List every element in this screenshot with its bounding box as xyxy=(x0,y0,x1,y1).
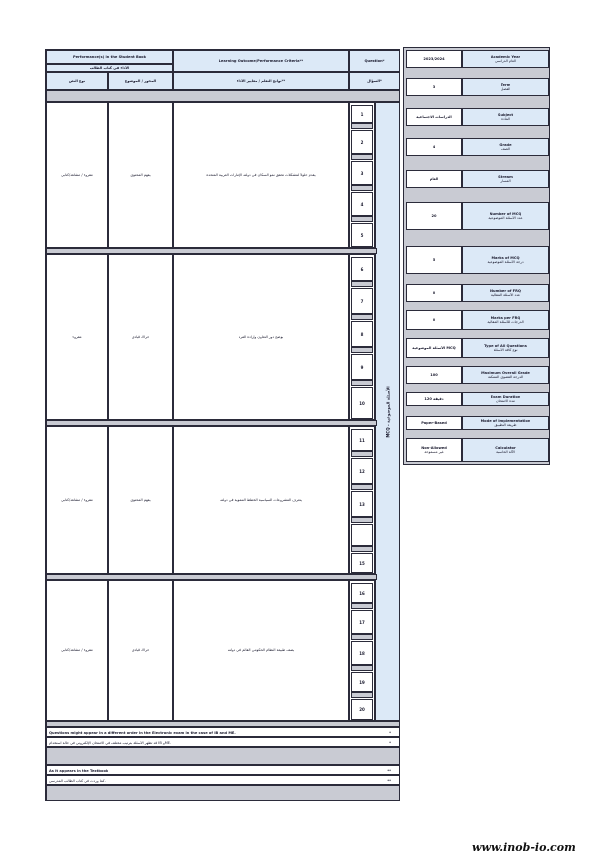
info-label-ar: المادة xyxy=(501,117,510,121)
info-label-ar: الآلة الحاسبة xyxy=(496,450,515,454)
info-label-cell xyxy=(462,170,549,188)
info-label-ar: طريقة التطبيق xyxy=(494,423,517,427)
question-number: 12 xyxy=(351,458,373,484)
info-value: Non-Allowed xyxy=(421,445,447,450)
question-strip xyxy=(351,185,373,191)
group-criteria-cell xyxy=(108,426,173,574)
question-number xyxy=(351,524,373,546)
info-label-ar: عدد الأسئلة الموضوعية xyxy=(488,216,523,220)
info-value-cell xyxy=(406,416,462,430)
question-number: 5 xyxy=(351,223,373,247)
info-value-cell xyxy=(406,202,462,230)
info-row xyxy=(406,310,549,330)
header-criteria-cell xyxy=(108,72,173,90)
notes-bottom-band xyxy=(46,785,400,801)
mcq-side-label: MCQ - الأسئلة الموضوعية xyxy=(385,385,390,438)
info-row xyxy=(406,392,549,406)
info-value: 4 xyxy=(432,144,436,149)
info-value: 5 xyxy=(432,257,436,262)
question-strip xyxy=(351,123,373,129)
header-outcome-ar: نواتج التعلم / معايير الأداء** xyxy=(236,78,286,83)
group-outcome-cell xyxy=(173,580,349,721)
question-number: 6 xyxy=(351,257,373,281)
info-value: 0 xyxy=(432,317,436,322)
header-performance-ar: الأداء في كتاب الطالب xyxy=(89,65,130,70)
info-label-cell xyxy=(462,108,549,126)
question-number: 11 xyxy=(351,429,373,451)
group-criteria: يفهم المحتوى xyxy=(130,497,151,502)
question-number: 16 xyxy=(351,583,373,603)
header-question-cell xyxy=(349,50,400,72)
question-strip xyxy=(351,380,373,386)
info-label-en: Term xyxy=(500,82,511,87)
question-number: 9 xyxy=(351,354,373,380)
question-strip xyxy=(351,665,373,671)
info-label-en: Marks of MCQ xyxy=(491,255,520,260)
info-value-cell xyxy=(406,50,462,68)
info-value-cell xyxy=(406,78,462,96)
info-label-ar: الدرجة القصوى الممكنة xyxy=(487,375,524,379)
info-value-cell xyxy=(406,310,462,330)
note-text: Questions might appear in a different order in the Electronic exam in the case of IB and ME. xyxy=(49,731,236,735)
info-label-ar: عدد الأسئلة المقالية xyxy=(490,293,521,297)
question-strip xyxy=(351,451,373,457)
info-label-cell xyxy=(462,366,549,384)
info-label-cell xyxy=(462,416,549,430)
question-strip xyxy=(351,154,373,160)
question-strip xyxy=(351,484,373,490)
info-value: 0 xyxy=(432,290,436,295)
group-outcome: يقدم حلولاً لمشكلات تحقق نمو السكان في دولته الإمارات العربية المتحدة xyxy=(206,172,316,177)
info-label-ar: العام الدراسي xyxy=(494,59,516,63)
question-number: 1 xyxy=(351,105,373,123)
note-row-3 xyxy=(46,765,400,775)
group-questions-cell xyxy=(349,580,375,721)
question-number: 13 xyxy=(351,491,373,517)
group-questions-cell xyxy=(349,102,375,248)
group-criteria-cell xyxy=(108,580,173,721)
question-strip xyxy=(351,692,373,698)
question-number: 20 xyxy=(351,699,373,720)
info-label-ar: الصف xyxy=(501,147,510,151)
group-criteria: حراك قيادي xyxy=(131,334,150,339)
info-value: 20 xyxy=(431,213,437,218)
info-label-cell xyxy=(462,338,549,358)
notes-divider xyxy=(46,747,400,765)
info-label-en: Number of MCQ xyxy=(489,211,522,216)
question-number: 2 xyxy=(351,130,373,154)
info-row xyxy=(406,246,549,274)
info-label-ar: الدرجات للأسئلة المقالية xyxy=(487,320,524,324)
info-label-en: Marks per FRQ xyxy=(490,315,521,320)
info-value: العام xyxy=(429,176,439,181)
header-type-cell xyxy=(46,72,108,90)
info-value-cell xyxy=(406,170,462,188)
note-mark: * xyxy=(389,731,391,735)
info-value-cell xyxy=(406,284,462,302)
info-label-en: Grade xyxy=(499,142,512,147)
group-criteria: حراك قيادي xyxy=(131,648,150,653)
info-label-cell xyxy=(462,310,549,330)
question-strip xyxy=(351,281,373,287)
info-label-en: Exam Duration xyxy=(490,394,521,399)
note-mark: * xyxy=(389,741,391,745)
question-strip xyxy=(351,517,373,523)
note-text: As it appears in the Textbook xyxy=(49,769,109,773)
header-performance-en: Performance(s) in the Student Book xyxy=(72,54,147,59)
info-row xyxy=(406,338,549,358)
info-label-cell xyxy=(462,284,549,302)
info-value-cell xyxy=(406,246,462,274)
question-strip xyxy=(351,347,373,353)
info-row xyxy=(406,202,549,230)
info-label-cell xyxy=(462,392,549,406)
info-label-ar: الفصل xyxy=(500,87,511,91)
info-label-en: Stream xyxy=(498,174,513,179)
info-label-en: Mode of Implementation xyxy=(480,418,531,423)
header-performance-ar-cell xyxy=(46,64,173,72)
exam-info-table xyxy=(403,47,550,465)
note-row-2 xyxy=(46,737,400,747)
info-label-cell xyxy=(462,246,549,274)
info-label-cell xyxy=(462,78,549,96)
question-group-2 xyxy=(46,254,375,420)
info-value: 120 دقيقة xyxy=(424,396,444,401)
info-value-ar: غير مسموحة xyxy=(424,450,444,454)
info-value-cell xyxy=(406,392,462,406)
group-type: مقروء / مشاهد/كتابي xyxy=(61,497,93,502)
info-value-cell xyxy=(406,138,462,156)
header-criteria: المحور / الموضوع xyxy=(124,78,157,83)
group-questions-cell xyxy=(349,254,375,420)
info-value: 2023/2024 xyxy=(423,56,445,61)
group-type: مقروء xyxy=(72,334,82,339)
note-mark: ** xyxy=(387,769,391,773)
group-outcome: يصف طبيعة النظام الحكومي القائم في دولته xyxy=(227,648,295,653)
info-value: 3 xyxy=(432,84,436,89)
info-label-cell xyxy=(462,202,549,230)
info-label-en: Calculator xyxy=(495,445,516,450)
group-type: مقروء / مشاهد/كتابي xyxy=(61,172,93,177)
header-outcome-en: Learning Outcome/Performance Criteria** xyxy=(218,58,304,63)
info-label-en: Number of FRQ xyxy=(490,288,521,293)
question-number: 7 xyxy=(351,288,373,314)
info-row xyxy=(406,416,549,430)
note-row-1 xyxy=(46,727,400,737)
info-label-ar: مدة الامتحان xyxy=(496,399,515,403)
group-outcome: يوضح دور التعاون وإرادة الفرد xyxy=(238,334,284,339)
info-value-cell xyxy=(406,338,462,358)
info-value: Paper-Based xyxy=(421,420,447,425)
info-label-ar: المسار xyxy=(500,179,511,183)
info-row xyxy=(406,366,549,384)
question-strip xyxy=(351,603,373,609)
question-group-1 xyxy=(46,102,375,248)
question-strip xyxy=(351,216,373,222)
info-label-cell xyxy=(462,50,549,68)
mcq-side-column xyxy=(375,102,400,721)
info-label-en: Type of All Questions xyxy=(484,343,527,348)
info-label-cell xyxy=(462,438,549,462)
header-type: نوع النص xyxy=(68,78,86,83)
group-outcome: يتعرف المشروعات السياسية الخطط التنموية في دولته xyxy=(220,497,302,502)
question-number: 19 xyxy=(351,672,373,692)
question-number: 4 xyxy=(351,192,373,216)
info-row xyxy=(406,50,549,68)
info-row xyxy=(406,438,549,462)
note-row-4 xyxy=(46,775,400,785)
note-text: كما وردت في كتاب الطالب المدرسي. xyxy=(49,779,106,783)
group-type: مقروء / مشاهد/كتابي xyxy=(61,648,93,653)
info-value-cell xyxy=(406,366,462,384)
question-number: 3 xyxy=(351,161,373,185)
header-question-en: Question* xyxy=(364,58,385,63)
info-label-ar: نوع كافة الأسئلة xyxy=(493,348,518,352)
info-row xyxy=(406,108,549,126)
info-label-en: Academic Year xyxy=(490,54,521,59)
info-row xyxy=(406,78,549,96)
group-outcome-cell xyxy=(173,102,349,248)
group-type-cell xyxy=(46,580,108,721)
header-divider-band xyxy=(46,90,400,102)
info-value: الدراسات الاجتماعية xyxy=(416,114,452,119)
info-row xyxy=(406,284,549,302)
group-type-cell xyxy=(46,102,108,248)
header-question-ar-cell xyxy=(349,72,400,90)
question-number: 10 xyxy=(351,387,373,419)
question-group-4 xyxy=(46,580,375,721)
header-performance-cell xyxy=(46,50,173,64)
question-strip xyxy=(351,546,373,552)
note-text: قد تظهر الأسئلة بترتيب مختلف في الامتحان الإلكتروني في حالة استخدام IB وME. xyxy=(49,741,172,745)
info-value-cell xyxy=(406,438,462,462)
footer-url[interactable]: www.inob-io.com xyxy=(472,841,576,854)
group-criteria-cell xyxy=(108,254,173,420)
info-label-en: Subject xyxy=(497,112,514,117)
specification-table xyxy=(45,49,400,801)
group-outcome-cell xyxy=(173,254,349,420)
info-label-ar: درجة الأسئلة الموضوعية xyxy=(487,260,524,264)
group-questions-cell xyxy=(349,426,375,574)
question-number: 15 xyxy=(351,553,373,573)
question-number: 18 xyxy=(351,641,373,665)
group-criteria: يفهم المحتوى xyxy=(130,172,151,177)
question-number: 8 xyxy=(351,321,373,347)
info-row xyxy=(406,170,549,188)
note-mark: ** xyxy=(387,779,391,783)
question-number: 17 xyxy=(351,610,373,634)
info-value: 100 xyxy=(430,372,438,377)
group-type-cell xyxy=(46,426,108,574)
header-outcome-ar-cell xyxy=(173,72,349,90)
header-outcome-cell xyxy=(173,50,349,72)
header-question-ar: السؤال* xyxy=(367,78,382,83)
group-type-cell xyxy=(46,254,108,420)
question-strip xyxy=(351,634,373,640)
info-label-en: Maximum Overall Grade xyxy=(481,370,530,375)
info-value-cell xyxy=(406,108,462,126)
info-value: الأسئلة الموضوعية MCQ xyxy=(412,345,456,350)
question-strip xyxy=(351,314,373,320)
info-row xyxy=(406,138,549,156)
group-outcome-cell xyxy=(173,426,349,574)
group-criteria-cell xyxy=(108,102,173,248)
question-group-3 xyxy=(46,426,375,574)
info-label-cell xyxy=(462,138,549,156)
